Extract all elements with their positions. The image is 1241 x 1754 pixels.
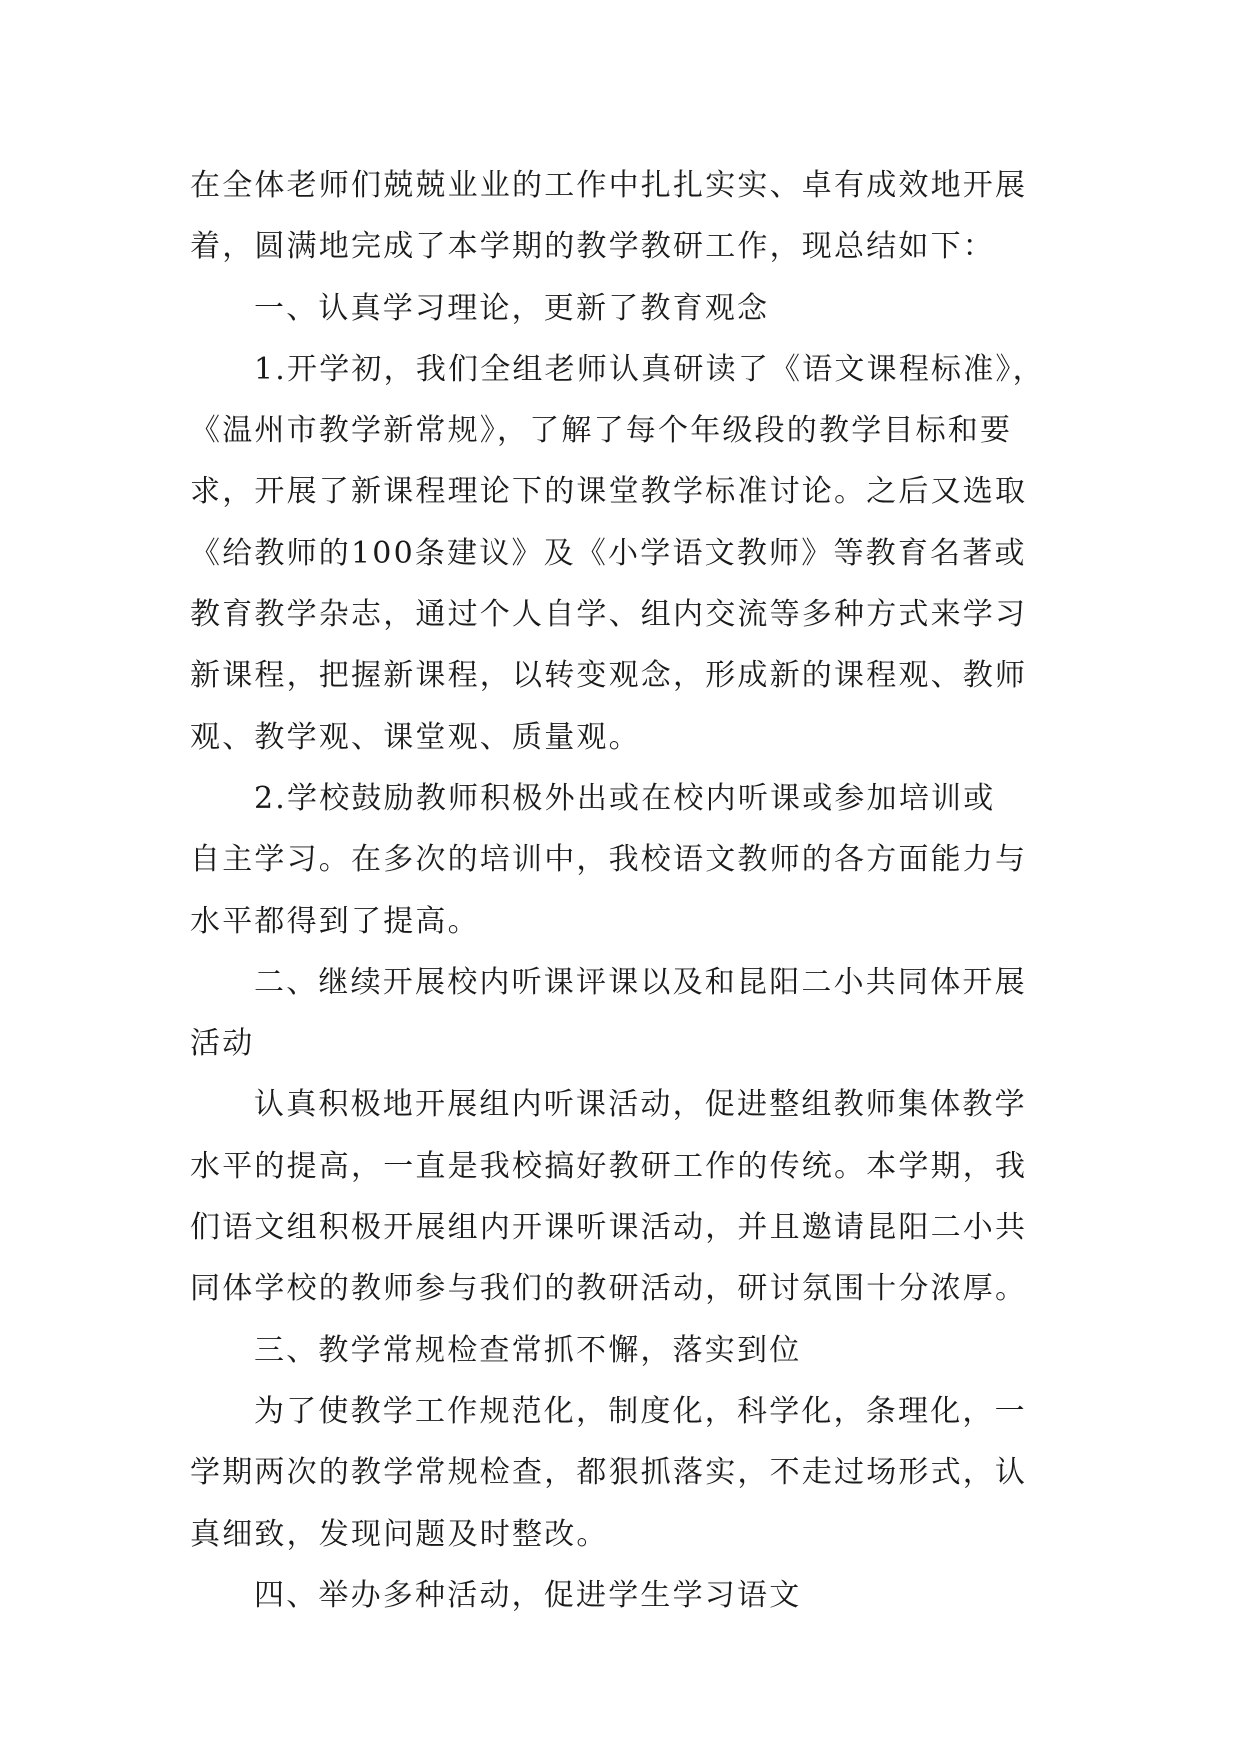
text-line: 活动 <box>190 1026 255 1062</box>
text-line: 观、教学观、课堂观、质量观。 <box>190 719 641 755</box>
text-line: 在全体老师们兢兢业业的工作中扎扎实实、卓有成效地开展 <box>190 168 1028 203</box>
text-line: 水平的提高，一直是我校搞好教研工作的传统。本学期，我 <box>190 1148 1028 1184</box>
text-line: 认真积极地开展组内听课活动，促进整组教师集体教学 <box>254 1087 1027 1123</box>
text-line: 同体学校的教师参与我们的教研活动，研讨氛围十分浓厚。 <box>190 1271 1028 1307</box>
text-line: 1.开学初，我们全组老师认真研读了《语文课程标准》， <box>254 351 1045 387</box>
text-line: 着，圆满地完成了本学期的教学教研工作，现总结如下： <box>190 229 995 265</box>
text-line: 为了使教学工作规范化，制度化，科学化，条理化，一 <box>254 1393 1027 1429</box>
text-line: 教育教学杂志，通过个人自学、组内交流等多种方式来学习 <box>190 597 1028 633</box>
text-line: 自主学习。在多次的培训中，我校语文教师的各方面能力与 <box>190 842 1028 878</box>
text-line: 学期两次的教学常规检查，都狠抓落实，不走过场形式，认 <box>190 1455 1028 1491</box>
text-line: 新课程，把握新课程，以转变观念，形成新的课程观、教师 <box>190 658 1028 694</box>
text-line: 真细致，发现问题及时整改。 <box>190 1516 609 1552</box>
text-line: 一、认真学习理论，更新了教育观念 <box>254 290 770 326</box>
text-line: 2.学校鼓励教师积极外出或在校内听课或参加培训或 <box>254 780 996 816</box>
text-line: 们语文组积极开展组内开课听课活动，并且邀请昆阳二小共 <box>190 1210 1028 1246</box>
text-line: 三、教学常规检查常抓不懈，落实到位 <box>254 1332 802 1368</box>
text-line: 《温州市教学新常规》，了解了每个年级段的教学目标和要 <box>190 413 1013 449</box>
text-line: 二、继续开展校内听课评课以及和昆阳二小共同体开展 <box>254 964 1027 1000</box>
body-text <box>190 155 1080 1626</box>
text-line: 四、举办多种活动，促进学生学习语文 <box>254 1577 802 1613</box>
text-line: 《给教师的100条建议》及《小学语文教师》等教育名著或 <box>190 535 1027 571</box>
text-line: 水平都得到了提高。 <box>190 903 480 939</box>
text-line: 求，开展了新课程理论下的课堂教学标准讨论。之后又选取 <box>190 474 1028 510</box>
